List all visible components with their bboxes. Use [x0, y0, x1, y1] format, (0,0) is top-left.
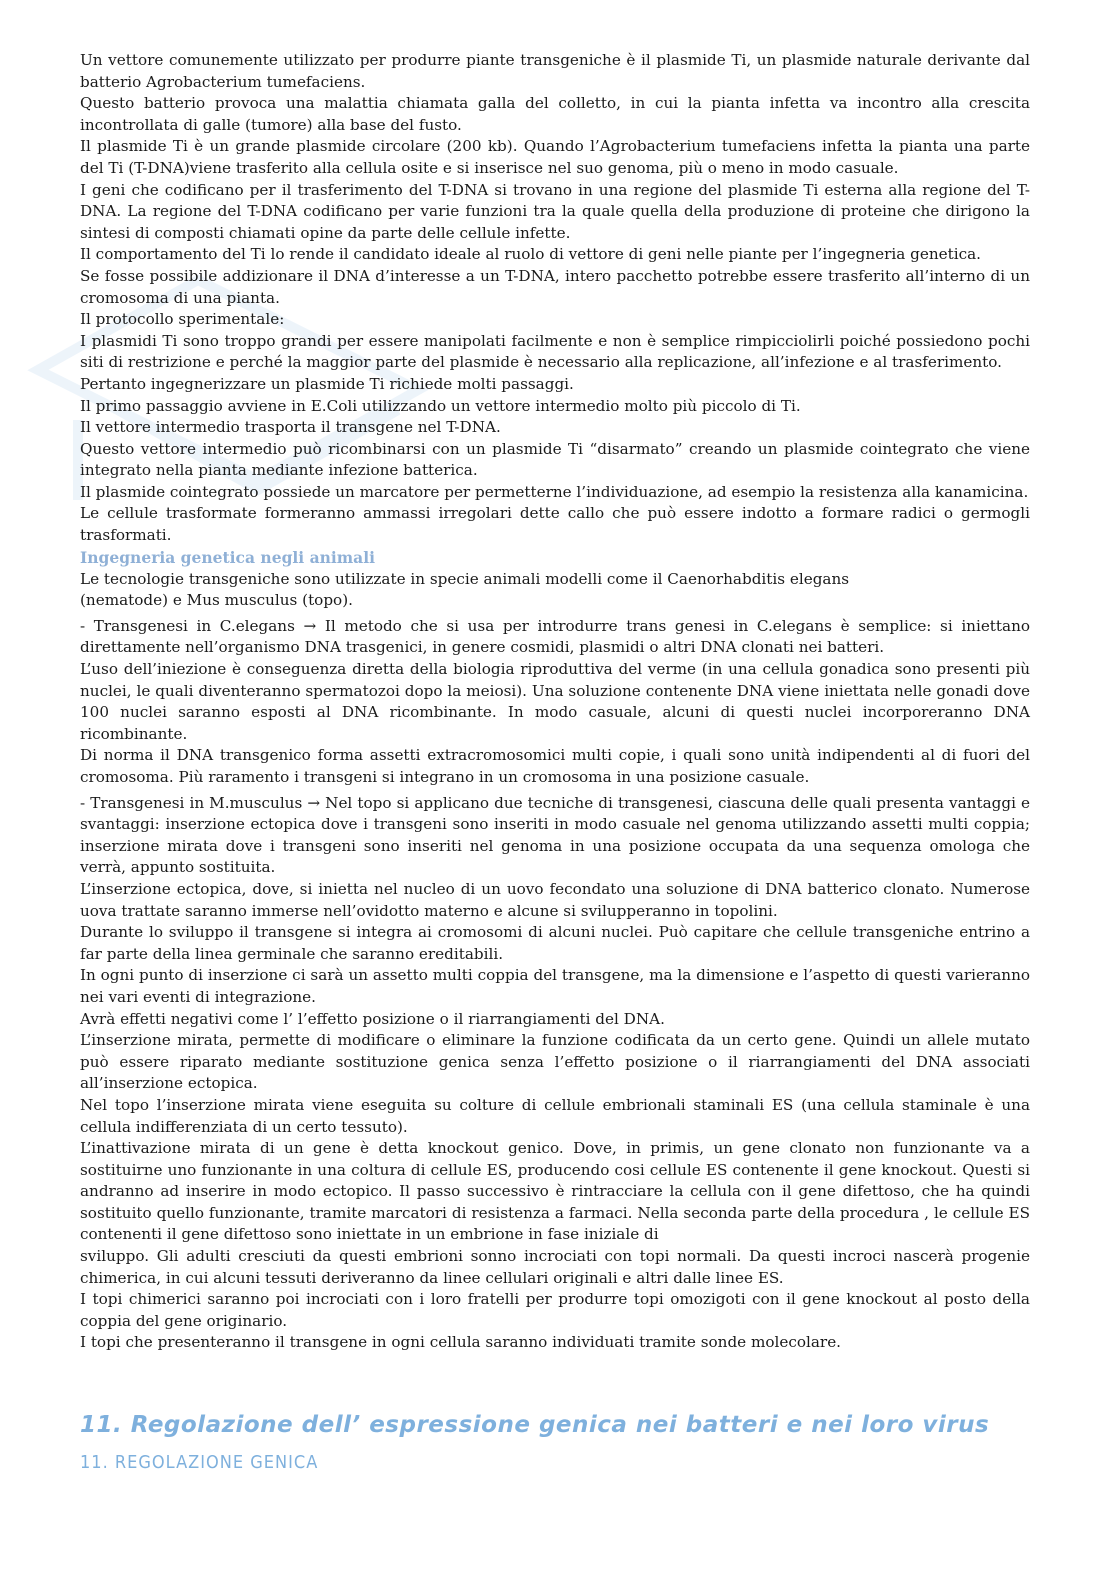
paragraph: Le tecnologie transgeniche sono utilizzate in specie animali modelli come il Caenorhabditis elegans	[80, 569, 850, 588]
paragraph: sviluppo. Gli adulti cresciuti da questi embrioni sonno incrociati con topi normali. Da questi incroci nascerà progenie chimerica, in cui alcuni tessuti deriveranno da linee cellulari originali e altri dalle linee ES.	[80, 1247, 1030, 1287]
paragraph: I plasmidi Ti sono troppo grandi per essere manipolati facilmente e non è semplice rimpicciolirli poiché possiedono pochi siti di restrizione e perché la maggior parte del plasmide è necessario alla replicazione, all’infezione e al trasferimento.	[80, 331, 1030, 372]
paragraph: Il comportamento del Ti lo rende il candidato ideale al ruolo di vettore di geni nelle piante per l’ingegneria genetica.	[80, 245, 982, 264]
paragraph: - Transgenesi in M.musculus → Nel topo si applicano due tecniche di transgenesi, ciascuna delle quali presenta vantaggi e svantaggi: inserzione ectopica dove i transgeni sono inseriti in modo casuale nel genoma utilizzando assetti multi coppia; inserzione mirata dove i transgeni sono inseriti nel genoma in una posizione occupata da una sequenza omologa che verrà, appunto sostituita.	[80, 793, 1030, 877]
paragraph: Questo vettore intermedio può ricombinarsi con un plasmide Ti “disarmato” creando un plasmide cointegrato che viene integrato nella pianta mediante infezione batterica.	[80, 439, 1030, 480]
paragraph: Il vettore intermedio trasporta il transgene nel T-DNA.	[80, 418, 501, 437]
body-text	[80, 50, 1030, 1354]
chapter-subtitle: 11. REGOLAZIONE GENICA	[80, 1452, 319, 1473]
paragraph: Questo batterio provoca una malattia chiamata galla del colletto, in cui la pianta infetta va incontro alla crescita incontrollata di galle (tumore) alla base del fusto.	[80, 94, 1030, 134]
paragraph: (nematode) e Mus musculus (topo).	[80, 591, 353, 610]
paragraph: L’inserzione mirata, permette di modificare o eliminare la funzione codificata da un certo gene. Quindi un allele mutato può essere riparato mediante sostituzione genica senza l’effetto posizione o il riarrangiamenti del DNA associati all’inserzione ectopica.	[80, 1031, 1030, 1093]
chapter-title: 11. Regolazione dell’ espressione genica nei batteri e nei loro virus	[80, 1412, 990, 1438]
paragraph: Avrà effetti negativi come l’ l’effetto posizione o il riarrangiamenti del DNA.	[80, 1009, 665, 1028]
paragraph: L’inattivazione mirata di un gene è detta knockout genico. Dove, in primis, un gene clonato non funzionante va a sostituirne uno funzionante in una coltura di cellule ES, producendo cosi cellule ES contenente il gene knockout. Questi si andranno ad inserire in modo ectopico. Il passo successivo è rintracciare la cellula con il gene difettoso, che ha quindi sostituito quello funzionante, tramite marcatori di resistenza a farmaci. Nella seconda parte della procedura , le cellule ES contenenti il gene difettoso sono iniettate in un embrione in fase iniziale di	[80, 1139, 1030, 1244]
paragraph: I topi che presenteranno il transgene in ogni cellula saranno individuati tramite sonde molecolare.	[80, 1333, 842, 1352]
paragraph: - Transgenesi in C.elegans → Il metodo che si usa per introdurre trans genesi in C.elegans è semplice: si iniettano direttamente nell’organismo DNA trasgenici, in genere cosmidi, plasmidi o altri DNA clonati nei batteri.	[80, 616, 1030, 657]
paragraph: Il plasmide cointegrato possiede un marcatore per permetterne l’individuazione, ad esempio la resistenza alla kanamicina.	[80, 482, 1029, 501]
paragraph: Il primo passaggio avviene in E.Coli utilizzando un vettore intermedio molto più piccolo di Ti.	[80, 396, 801, 415]
paragraph: Nel topo l’inserzione mirata viene eseguita su colture di cellule embrionali staminali ES (una cellula staminale è una cellula indifferenziata di un certo tessuto).	[80, 1095, 1030, 1136]
paragraph: Il plasmide Ti è un grande plasmide circolare (200 kb). Quando l’Agrobacterium tumefaciens infetta la pianta una parte del Ti (T-DNA)viene trasferito alla cellula osite e si inserisce nel suo genoma, più o meno in modo casuale.	[80, 137, 1030, 177]
paragraph: Di norma il DNA transgenico forma assetti extracromosomici multi copie, i quali sono unità indipendenti al di fuori del cromosoma. Più raramento i transgeni si integrano in un cromosoma in una posizione casuale.	[80, 746, 1030, 786]
paragraph: Durante lo sviluppo il transgene si integra ai cromosomi di alcuni nuclei. Può capitare che cellule transgeniche entrino a far parte della linea germinale che saranno ereditabili.	[80, 923, 1030, 963]
paragraph: In ogni punto di inserzione ci sarà un assetto multi coppia del transgene, ma la dimensione e l’aspetto di questi varieranno nei vari eventi di integrazione.	[80, 966, 1030, 1006]
paragraph: Il protocollo sperimentale:	[80, 310, 285, 329]
section-heading: Ingegneria genetica negli animali	[80, 547, 375, 567]
paragraph: Se fosse possibile addizionare il DNA d’interesse a un T-DNA, intero pacchetto potrebbe essere trasferito all’interno di un cromosoma di una pianta.	[80, 266, 1030, 307]
paragraph: Le cellule trasformate formeranno ammassi irregolari dette callo che può essere indotto a formare radici o germogli trasformati.	[80, 504, 1030, 545]
paragraph: L’uso dell’iniezione è conseguenza diretta della biologia riproduttiva del verme (in una cellula gonadica sono presenti più nuclei, le quali diventeranno spermatozoi dopo la meiosi). Una soluzione contenente DNA viene iniettata nelle gonadi dove 100 nuclei saranno esposti al DNA ricombinante. In modo casuale, alcuni di questi nuclei incorporeranno DNA ricombinante.	[80, 660, 1030, 743]
paragraph: Pertanto ingegnerizzare un plasmide Ti richiede molti passaggi.	[80, 374, 574, 393]
paragraph: I topi chimerici saranno poi incrociati con i loro fratelli per produrre topi omozigoti con il gene knockout al posto della coppia del gene originario.	[80, 1290, 1030, 1330]
paragraph: I geni che codificano per il trasferimento del T-DNA si trovano in una regione del plasmide Ti esterna alla regione del T-DNA. La regione del T-DNA codificano per varie funzioni tra la quale quella della produzione di proteine che dirigono la sintesi di composti chiamati opine da parte delle cellule infette.	[80, 180, 1030, 242]
paragraph: L’inserzione ectopica, dove, si inietta nel nucleo di un uovo fecondato una soluzione di DNA batterico clonato. Numerose uova trattate saranno immerse nell’ovidotto materno e alcune si svilupperanno in topolini.	[80, 879, 1030, 920]
paragraph: Un vettore comunemente utilizzato per produrre piante transgeniche è il plasmide Ti, un plasmide naturale derivante dal batterio Agrobacterium tumefaciens.	[80, 51, 1030, 91]
